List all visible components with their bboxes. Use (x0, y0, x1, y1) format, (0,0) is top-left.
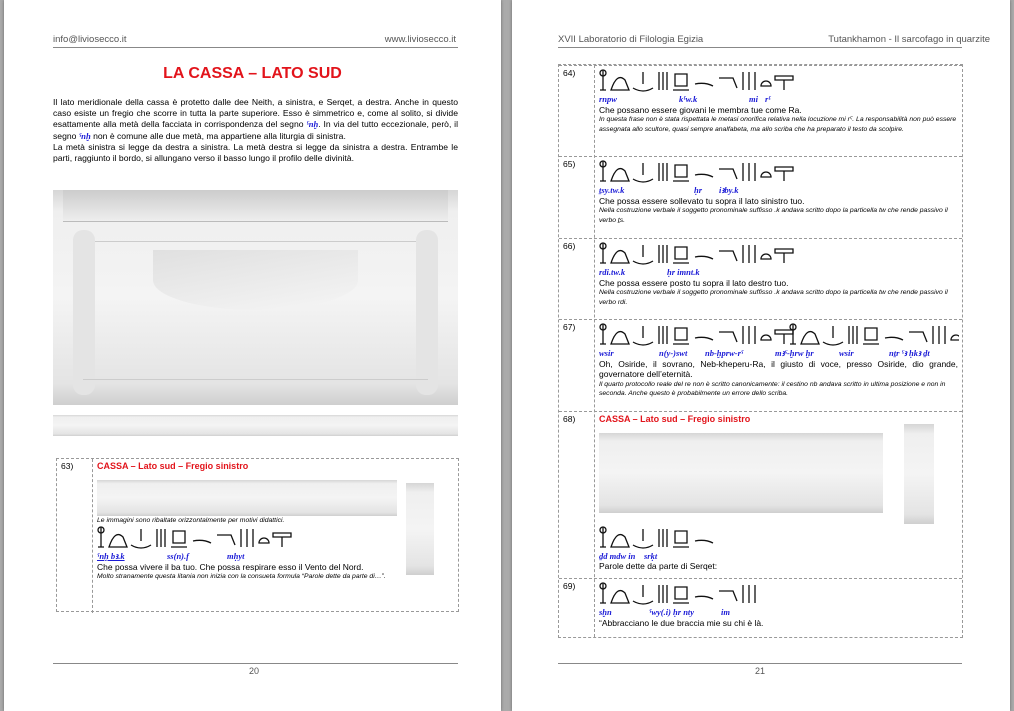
footer-rule (558, 663, 962, 664)
translit-word: ˁwy(.i) ḥr nty (649, 607, 695, 617)
frieze-detail-image (97, 480, 397, 516)
translation: Che possa essere sollevato tu sopra il lato sinistro tuo. (599, 195, 805, 206)
translit-word: ḏd mdw in (599, 550, 636, 561)
page-20 (4, 0, 501, 711)
neith-column-image (406, 483, 434, 575)
entry-content (599, 581, 958, 628)
entry-number: 68) (563, 414, 576, 424)
intro-text (53, 97, 458, 164)
translit-word: nṯr ˁꜣ ḥkꜣ ḏt (889, 348, 930, 358)
translit-word: mḥyt (227, 551, 245, 561)
entry-heading: CASSA – Lato sud – Fregio sinistro (97, 461, 249, 471)
entry-content (599, 68, 958, 134)
entry-table (56, 458, 459, 612)
table-row (559, 578, 962, 639)
hieroglyph-row (599, 581, 759, 607)
translit-word: im (721, 607, 730, 617)
entry-note: Nella costruzione verbale il soggetto pronominale suffisso .k andava scritto dopo la particella tw che rende passivo il verbo ṯs. (599, 207, 948, 224)
translit-word: wsir (599, 348, 614, 358)
entry-content (599, 159, 958, 225)
entry-note: Molto stranamente questa litania non inizia con la consueta formula “Parole dette da parte di…”. (97, 573, 386, 580)
ankh-translit: ˁnḫ (306, 119, 319, 130)
translit-word: n(y-)swt (659, 348, 688, 358)
translit-word: ḥr imnt.k (667, 267, 700, 277)
table-row (559, 156, 962, 238)
table-row (559, 319, 962, 411)
translation: Che possa vivere il ba tuo. Che possa respirare esso il Vento del Nord. (97, 561, 364, 572)
entry-number: 66) (563, 241, 576, 251)
header-rule (53, 47, 458, 48)
entry-number: 65) (563, 159, 576, 169)
translit-word: rˁ (765, 94, 771, 104)
entry-number: 64) (563, 68, 576, 78)
header-email: info@liviosecco.it (53, 34, 127, 45)
intro-paragraph-1c: non è comune alle due metà, ma appartiene alla liturgia di sinistra. (90, 130, 346, 141)
translit-word: wsir (839, 348, 854, 358)
entry-number: 67) (563, 322, 576, 332)
page-21 (512, 0, 1010, 711)
hieroglyph-row (97, 525, 297, 551)
translit-word: nb-ḫprw-rˁ (705, 348, 744, 358)
header-rule (558, 47, 962, 48)
table-row (559, 238, 962, 319)
translation: Che possano essere giovani le membra tue come Ra. (599, 104, 802, 115)
transliteration-row (97, 551, 454, 562)
table-row (57, 459, 458, 613)
translit-word: kˁw.k (679, 94, 698, 104)
translation: Oh, Osiride, il sovrano, Neb-kheperu-Ra, il giusto di voce, presso Osiride, dio grande, governatore dell’eternità. (599, 358, 958, 379)
frieze-strip-image (53, 415, 458, 436)
translit-word: mi (749, 94, 758, 104)
page-number: 21 (754, 666, 765, 676)
translit-word: mꜣˁ-ḫrw ḫr (775, 348, 814, 358)
header-website: www.liviosecco.it (384, 34, 456, 45)
entry-content (97, 461, 454, 582)
page-number: 20 (248, 666, 259, 676)
image-caption: Le immagini sono ribaltate orizzontalmente per motivi didattici. (97, 516, 285, 524)
hieroglyph-row (599, 159, 799, 185)
hieroglyph-row (599, 68, 799, 94)
hieroglyph-row (599, 241, 799, 267)
intro-paragraph-1a: Il lato meridionale della cassa è protetto dalle dee Neith, a sinistra, e Serqet, a destra. Anche in questo caso esiste un fregio che scorre in tutta la parte superiore. Esso è simmetrico e, come al solito, si divide esattamente alla metà della facciata in corrispondenza del segno (53, 97, 458, 130)
table-row (559, 65, 962, 156)
translit-word: ss(n).f (167, 551, 189, 561)
intro-paragraph-2: La metà sinistra si legge da destra a sinistra. La metà destra si legge da sinistra a destra. Entrambe le parti, raggiunto il bordo, si allungano verso il basso lungo il profilo delle divinità. (53, 141, 458, 164)
frieze-detail-image (599, 433, 883, 513)
translation: Che possa essere posto tu sopra il lato destro tuo. (599, 277, 789, 288)
page-title: LA CASSA – LATO SUD (163, 65, 342, 82)
entry-note: Il quarto protocollo reale del re non è scritto canonicamente: il cestino nb andava scritto in ultima posizione e non in seconda. Anche questo è probabilmente un errore dello scriba. (599, 380, 946, 397)
translit-word: srḳt (644, 550, 658, 561)
intro-paragraph-1b: . In via del tutto eccezionale, però, il segno (53, 119, 459, 141)
translit-word: ḥr (694, 185, 703, 195)
translation: Parole dette da parte di Serqet: (599, 561, 718, 571)
header-topic: Tutankhamon - Il sarcofago in quarzite (828, 34, 990, 45)
entry-number: 63) (61, 461, 74, 471)
entry-heading: CASSA – Lato sud – Fregio sinistro (599, 414, 751, 424)
table-row (559, 411, 962, 578)
header-course: XVII Laboratorio di Filologia Egizia (558, 34, 704, 45)
serqet-column-image (904, 424, 934, 524)
translation: “Abbracciano le due braccia mie su chi è là. (599, 617, 764, 628)
entry-note: Nella costruzione verbale il soggetto pronominale suffisso .k andava scritto dopo la particella tw che rende passivo il verbo rdi. (599, 289, 948, 306)
entry-table (558, 64, 963, 638)
translit-word: ṯsy.tw.k (599, 185, 625, 195)
ankh-translit: ˁnḫ (78, 130, 91, 141)
entry-content (599, 322, 958, 399)
hieroglyph-row (599, 322, 959, 348)
sarcophagus-south-side-image (53, 190, 458, 405)
translit-word: sḫn (599, 607, 612, 617)
footer-rule (53, 663, 458, 664)
translit-word: ˁnḫ bꜣ.k (97, 551, 125, 561)
hieroglyph-row (599, 525, 719, 551)
translit-word: rnpw (599, 94, 617, 104)
translit-word: rdi.tw.k (599, 267, 626, 277)
translit-word: iꜣby.k (719, 185, 739, 195)
entry-content (599, 241, 958, 307)
entry-number: 69) (563, 581, 576, 591)
entry-note: In questa frase non è stata rispettata le metasi onorifica relativa nella locuzione mi rˁ. La responsabilità non può essere assegnata allo scultore, quasi sempre analfabeta, ma allo scriba che ha preparato il testo da scolpire. (599, 116, 957, 133)
